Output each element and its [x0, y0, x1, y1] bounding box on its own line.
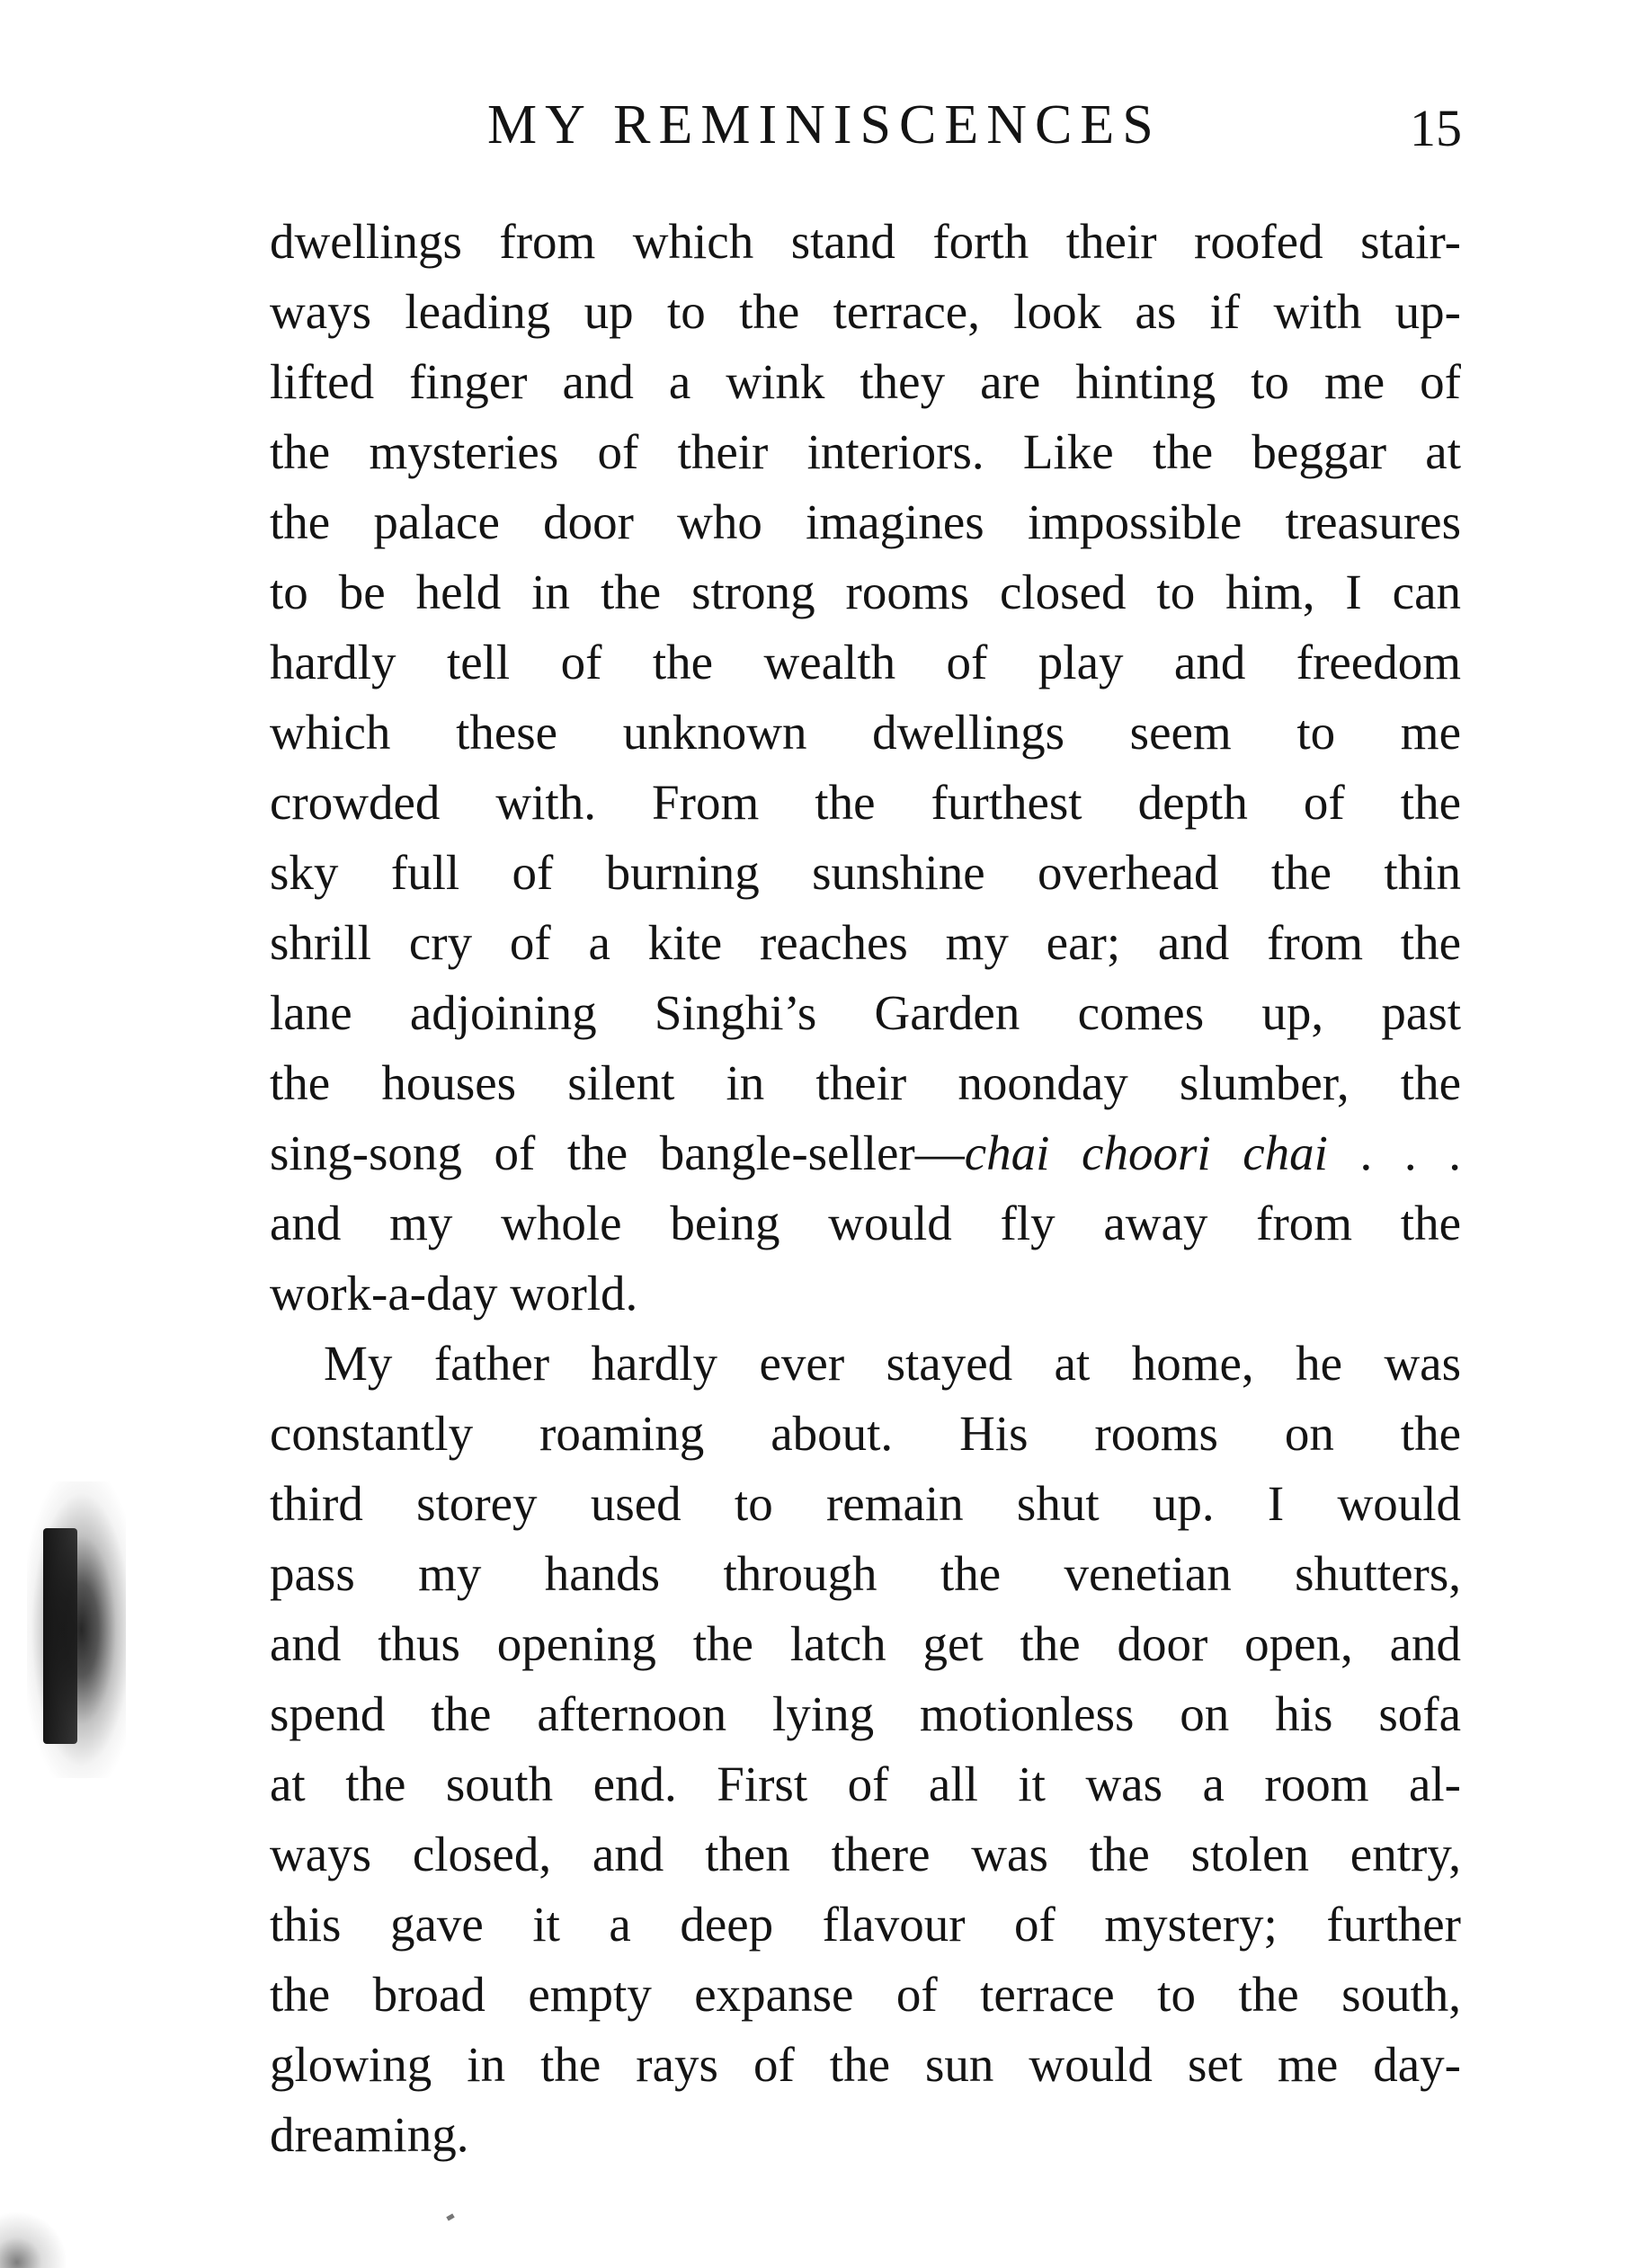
text-line: spend the afternoon lying motionless on his sofa [270, 1686, 1461, 1741]
text-line: sky full of burning sunshine overhead the thin [270, 845, 1461, 900]
text-line: work-a-day world. [270, 1266, 638, 1321]
text-line: the broad empty expanse of terrace to the south, [270, 1967, 1461, 2022]
text-line: and thus opening the latch get the door open, and [270, 1616, 1461, 1671]
text-line: hardly tell of the wealth of play and freedom [270, 635, 1461, 689]
text-line: the houses silent in their noonday slumber, the [270, 1055, 1461, 1110]
text-line: the palace door who imagines impossible treasures [270, 494, 1461, 549]
text-line: constantly roaming about. His rooms on the [270, 1406, 1461, 1461]
text-line: glowing in the rays of the sun would set me day- [270, 2037, 1461, 2092]
text-line: the mysteries of their interiors. Like the beggar at [270, 424, 1461, 479]
text-line: lane adjoining Singhi’s Garden comes up, past [270, 985, 1461, 1040]
text-line: which these unknown dwellings seem to me [270, 705, 1461, 760]
page-header [270, 90, 1474, 171]
text-line: and my whole being would fly away from the [270, 1196, 1461, 1250]
text-line: shrill cry of a kite reaches my ear; and from the [270, 915, 1461, 970]
text-line: this gave it a deep flavour of mystery; further [270, 1897, 1461, 1952]
text-line: crowded with. From the furthest depth of the [270, 775, 1461, 830]
running-title: MY REMINISCENCES [487, 94, 1162, 156]
text-line: third storey used to remain shut up. I would [270, 1476, 1461, 1531]
text-line: My father hardly ever stayed at home, he was [324, 1336, 1461, 1391]
corner-speck [0, 2211, 67, 2268]
ink-smudge-core [43, 1528, 77, 1744]
paragraph-2 [270, 1329, 1461, 2170]
text-line-with-italic [270, 1118, 1461, 1188]
text-line: pass my hands through the venetian shutters, [270, 1546, 1461, 1601]
text-line: at the south end. First of all it was a room al- [270, 1757, 1461, 1811]
line-prefix: sing-song of the bangle-seller— [270, 1125, 965, 1180]
text-line: dwellings from which stand forth their roofed stair- [270, 214, 1461, 269]
paragraph-1 [270, 207, 1461, 1329]
body-text [270, 207, 1461, 2170]
text-line: to be held in the strong rooms closed to him, I can [270, 565, 1461, 619]
text-line: ways leading up to the terrace, look as if with up- [270, 284, 1461, 339]
text-line: dreaming. [270, 2107, 469, 2162]
line-suffix: . . . [1327, 1125, 1462, 1180]
text-line: ways closed, and then there was the stolen entry, [270, 1827, 1461, 1881]
text-line: lifted finger and a wink they are hinting to me of [270, 354, 1461, 409]
italic-phrase: chai choori chai [964, 1125, 1328, 1180]
page-number: 15 [1410, 99, 1462, 157]
tiny-mark [446, 2213, 454, 2220]
